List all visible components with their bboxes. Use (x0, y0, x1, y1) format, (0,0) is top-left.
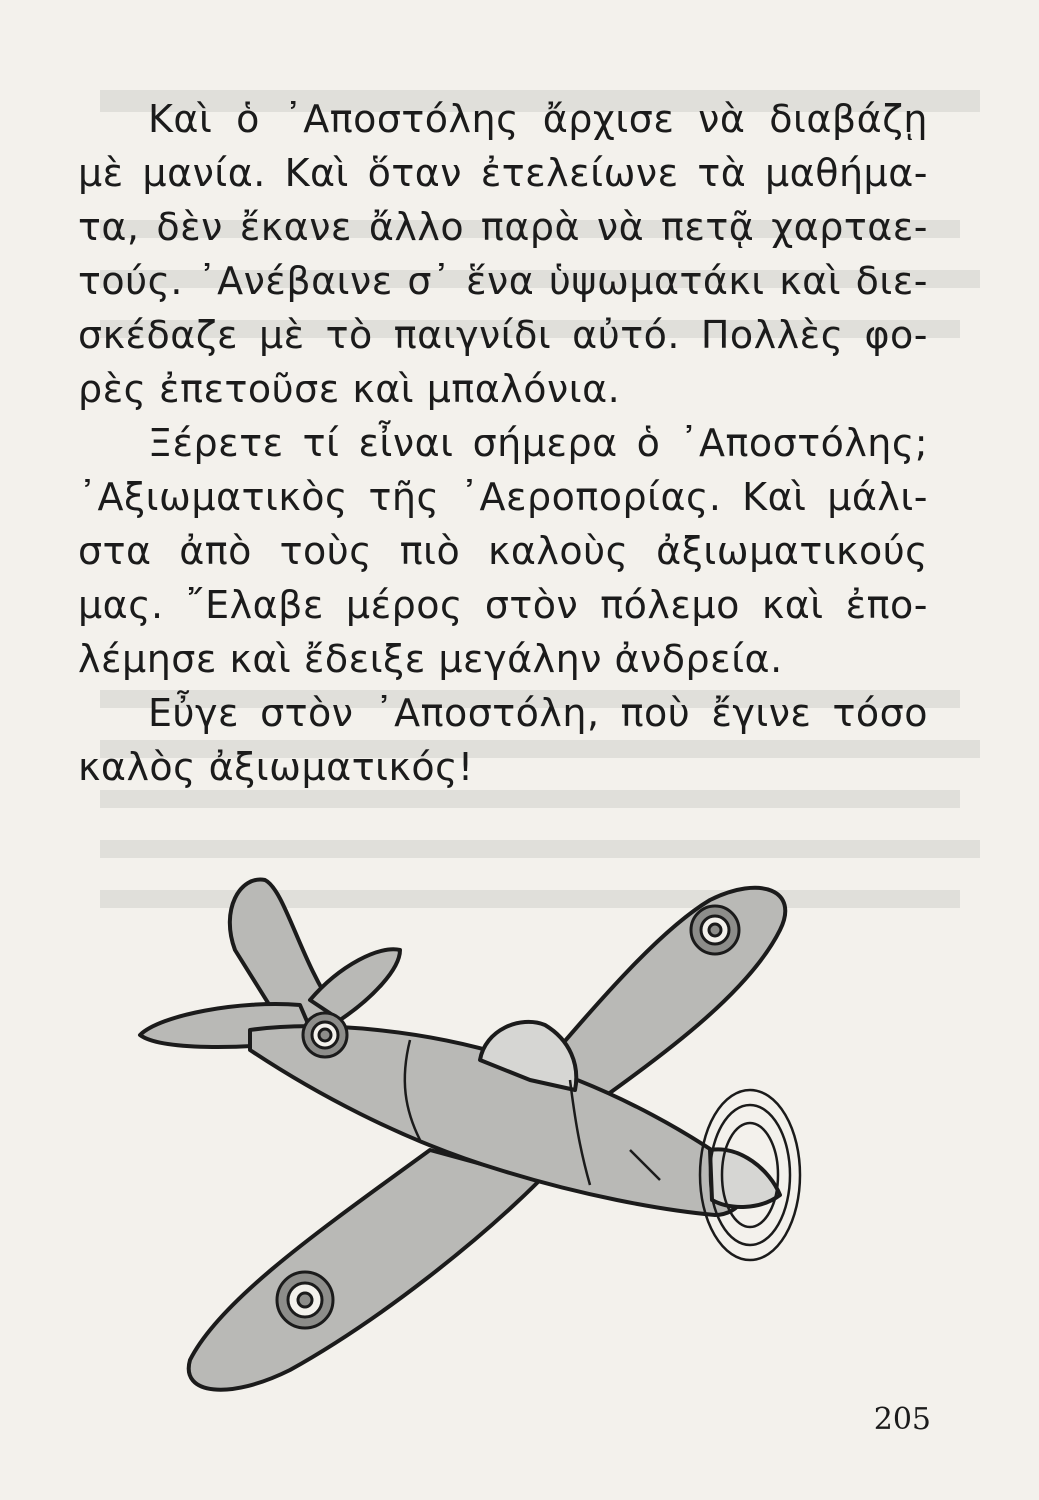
stabilizer-right (310, 949, 400, 1020)
lower-wing (189, 1150, 540, 1390)
nose-cone (710, 1149, 780, 1207)
text-line: ᾿Αξιωματικὸς τῆς ᾿Αεροπορίας. Καὶ μάλι- (78, 475, 928, 519)
text-line: Ξέρετε τί εἶναι σήμερα ὁ ᾿Αποστόλης; (148, 421, 928, 465)
page-number: 205 (873, 1402, 931, 1437)
airplane-illustration-icon (100, 850, 820, 1410)
paragraph-2 (78, 416, 938, 686)
text-line: τούς. ᾿Ανέβαινε σ᾿ ἕνα ὑψωματάκι καὶ διε- (78, 259, 928, 303)
text-line: λέμησε καὶ ἔδειξε μεγάλην ἀνδρεία. (78, 637, 783, 681)
text-line: ρὲς ἐπετοῦσε καὶ μπαλόνια. (78, 367, 621, 411)
paragraph-3 (78, 686, 938, 794)
text-line: Καὶ ὁ ᾿Αποστόλης ἄρχισε νὰ διαβάζῃ (148, 97, 928, 141)
text-line: τα, δὲν ἔκανε ἄλλο παρὰ νὰ πετᾷ χαρταε- (78, 205, 928, 249)
text-line: καλὸς ἀξιωματικός! (78, 745, 474, 789)
text-line: μας. ῎Ελαβε μέρος στὸν πόλεμο καὶ ἐπο- (78, 583, 928, 627)
paragraph-1 (78, 92, 938, 416)
text-line: σκέδαζε μὲ τὸ παιγνίδι αὐτό. Πολλὲς φο- (78, 313, 928, 357)
text-line: Εὖγε στὸν ᾿Αποστόλη, ποὺ ἔγινε τόσο (148, 691, 928, 735)
text-line: στα ἀπὸ τοὺς πιὸ καλοὺς ἀξιωματικούς (78, 529, 928, 573)
book-text (78, 92, 938, 794)
text-line: μὲ μανία. Καὶ ὅταν ἐτελείωνε τὰ μαθήμα- (78, 151, 928, 195)
